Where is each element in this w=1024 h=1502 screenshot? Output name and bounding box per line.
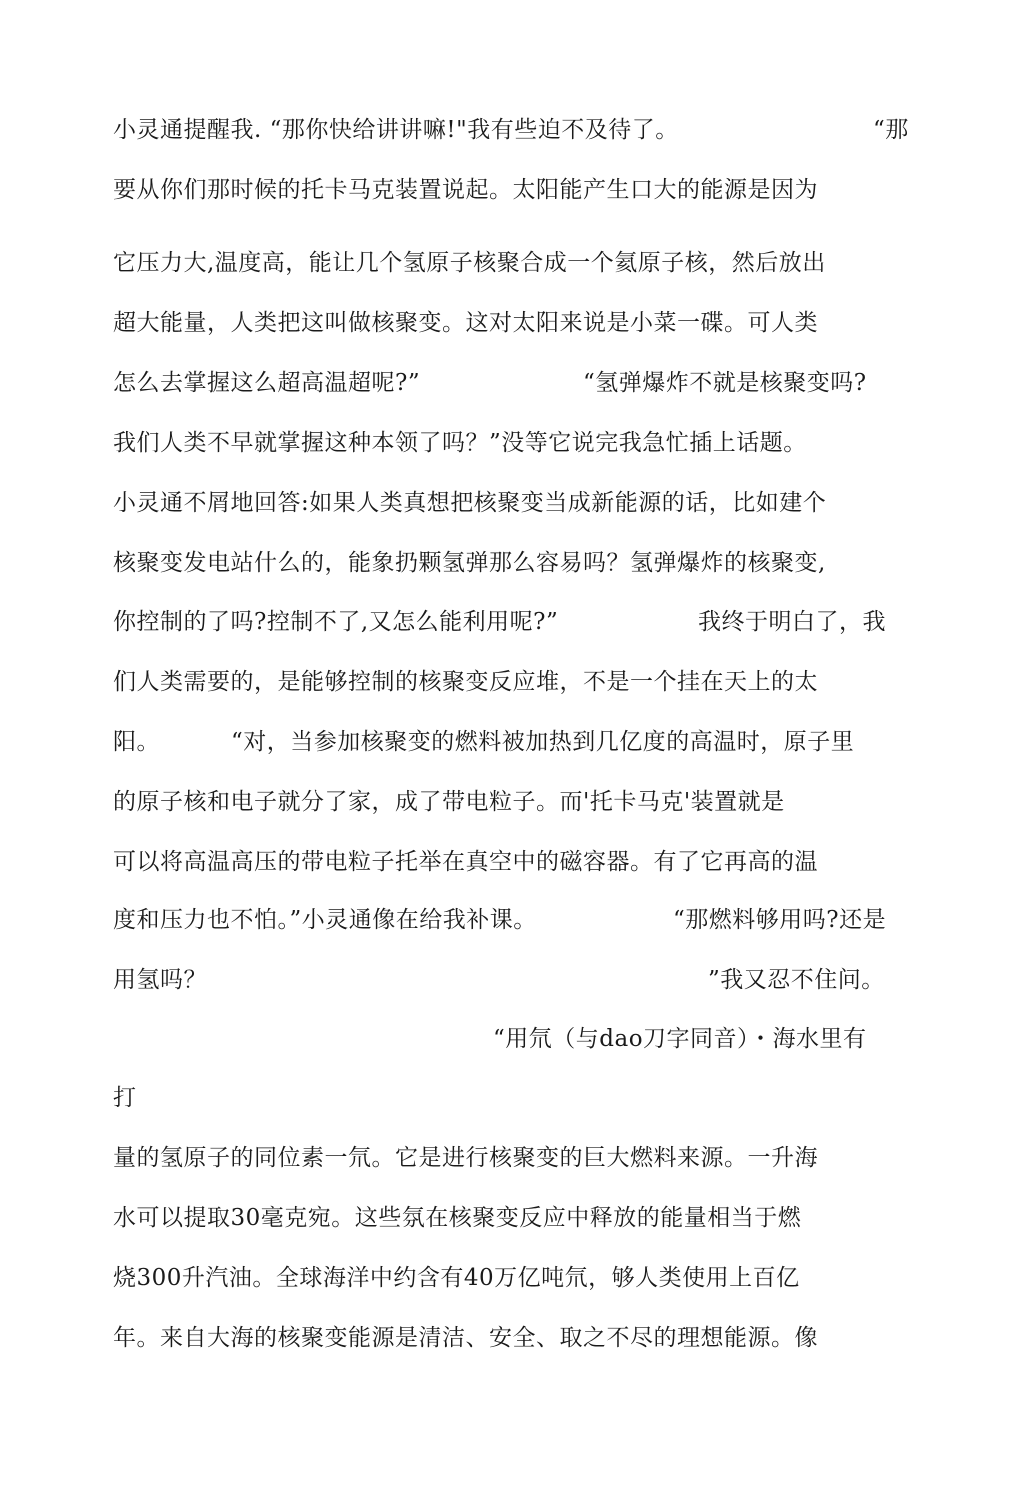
text-segment: 烧300升汽油。全球海洋中约含有40万亿吨氘，够人类使用上百亿 — [113, 1265, 800, 1291]
text-segment: “那 — [873, 117, 909, 143]
text-segment: 我们人类不早就掌握这种本领了吗？”没等它说完我急忙插上话题。 — [113, 430, 807, 456]
text-segment: 阳。 — [113, 729, 160, 755]
text-segment: 小灵通提醒我. “那你快给讲讲嘛!"我有些迫不及待了。 — [113, 117, 679, 143]
text-segment: 年。来自大海的核聚变能源是清洁、安全、取之不尽的理想能源。像 — [113, 1325, 818, 1351]
text-segment: “用氘（与dao刀字同音）・海水里有 — [493, 1026, 867, 1052]
text-segment: 水可以提取30毫克宛。这些氛在核聚变反应中释放的能量相当于燃 — [113, 1205, 802, 1231]
text-segment: 你控制的了吗?控制不了,又怎么能利用呢?” — [113, 609, 559, 635]
text-segment: 打 — [113, 1085, 137, 1111]
text-segment: “那燃料够用吗?还是 — [673, 907, 887, 933]
text-segment: 核聚变发电站什么的，能象扔颗氢弹那么容易吗？氢弹爆炸的核聚变, — [113, 550, 826, 576]
text-segment: 量的氢原子的同位素一氘。它是进行核聚变的巨大燃料来源。一升海 — [113, 1145, 818, 1171]
text-segment: 超大能量，人类把这叫做核聚变。这对太阳来说是小菜一碟。可人类 — [113, 310, 818, 336]
text-segment: 我终于明白了，我 — [698, 609, 886, 635]
text-segment: 怎么去掌握这么超高温超呢?” — [113, 370, 421, 396]
text-segment: 用氢吗？ — [113, 967, 207, 993]
text-segment: 要从你们那时候的托卡马克装置说起。太阳能产生口大的能源是因为 — [113, 177, 818, 203]
text-segment: 们人类需要的，是能够控制的核聚变反应堆，不是一个挂在天上的太 — [113, 669, 818, 695]
text-segment: 度和压力也不怕。”小灵通像在给我补课。 — [113, 907, 537, 933]
text-segment: 它压力大,温度高，能让几个氢原子核聚合成一个氦原子核，然后放出 — [113, 250, 826, 276]
text-segment: “对，当参加核聚变的燃料被加热到几亿度的高温时，原子里 — [231, 729, 855, 755]
text-segment: 小灵通不屑地回答:如果人类真想把核聚变当成新能源的话，比如建个 — [113, 490, 827, 516]
text-segment: “氢弹爆炸不就是核聚变吗? — [583, 370, 867, 396]
text-segment: 的原子核和电子就分了家，成了带电粒子。而'托卡马克'装置就是 — [113, 789, 785, 815]
text-segment: 可以将高温高压的带电粒子托举在真空中的磁容器。有了它再高的温 — [113, 849, 818, 875]
text-segment: ”我又忍不住问。 — [708, 967, 885, 993]
